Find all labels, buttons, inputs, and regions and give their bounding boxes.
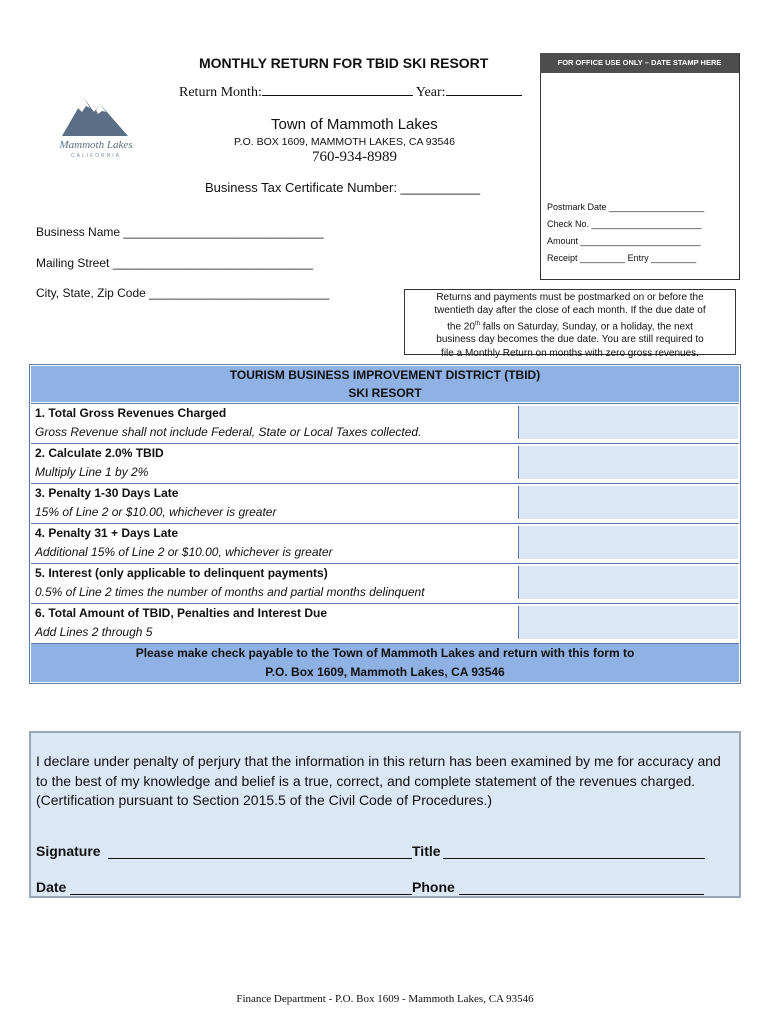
footer: Finance Department - P.O. Box 1609 - Mammoth Lakes, CA 93546: [236, 993, 534, 1005]
table-row: [31, 563, 739, 600]
row-label: 6. Total Amount of TBID, Penalties and Interest Due: [35, 606, 328, 620]
phone-field[interactable]: [459, 894, 704, 895]
return-month-line: [179, 82, 522, 101]
business-name-field[interactable]: Business Name ______________________________: [36, 225, 324, 239]
line-6-amount-field[interactable]: [518, 606, 738, 639]
office-use-header: FOR OFFICE USE ONLY – DATE STAMP HERE: [540, 53, 739, 73]
city-state-zip-field[interactable]: City, State, Zip Code ___________________________: [36, 286, 330, 300]
row-label: 2. Calculate 2.0% TBID: [35, 446, 164, 460]
title-field[interactable]: [443, 858, 705, 859]
notice-line: file a Monthly Return on months with zero gross revenues.: [441, 347, 699, 359]
row-label: 5. Interest (only applicable to delinquent payments): [35, 566, 328, 580]
logo-wordmark: Mammoth Lakes: [59, 139, 133, 151]
notice-line: business day becomes the due date. You are still required to: [436, 334, 704, 346]
row-description: Additional 15% of Line 2 or $10.00, whichever is greater: [35, 545, 333, 559]
year-field[interactable]: [446, 82, 522, 96]
row-description: 0.5% of Line 2 times the number of months and partial months delinquent: [35, 585, 425, 599]
check-number-field: Check No. ______________________: [547, 219, 702, 229]
title-label: Title: [412, 843, 441, 859]
table-row: [31, 443, 739, 480]
mailing-street-field[interactable]: Mailing Street ______________________________: [36, 256, 313, 270]
notice-line: the 20th falls on Saturday, Sunday, or a holiday, the next: [447, 320, 693, 332]
year-label: Year:: [415, 85, 446, 100]
line-1-amount-field[interactable]: [518, 406, 738, 439]
payment-instructions: [31, 643, 739, 682]
line-4-amount-field[interactable]: [518, 526, 738, 559]
payment-instructions-line: Please make check payable to the Town of Mammoth Lakes and return with this form to: [135, 646, 635, 660]
date-label: Date: [36, 879, 67, 895]
row-description: Gross Revenue shall not include Federal, State or Local Taxes collected.: [35, 425, 422, 439]
signature-label: Signature: [36, 843, 101, 859]
postmark-date-field: Postmark Date ___________________: [547, 202, 705, 212]
logo-subtitle: CALIFORNIA: [70, 153, 122, 159]
town-name: Town of Mammoth Lakes: [271, 116, 438, 133]
amount-field: Amount ________________________: [547, 236, 701, 246]
table-header-subtitle: SKI RESORT: [348, 386, 422, 400]
due-date-notice: [404, 289, 736, 359]
declaration-text: I declare under penalty of perjury that the information in this return has been examined by me for accuracy and to the best of my knowledge and belief is a true, correct, and complete statement of the revenues charged. (Certification pursuant to Section 2015.5 of the Civil Code of Procedures.): [36, 753, 721, 808]
notice-line: twentieth day after the close of each month. If the due date of: [434, 305, 706, 317]
table-row: [31, 483, 739, 520]
payment-address: P.O. Box 1609, Mammoth Lakes, CA 93546: [265, 665, 505, 679]
notice-line: Returns and payments must be postmarked on or before the: [436, 292, 704, 303]
return-month-label: Return Month:: [179, 85, 262, 100]
date-field[interactable]: [70, 894, 412, 895]
signature-field[interactable]: [108, 858, 412, 859]
business-tax-certificate-field[interactable]: Business Tax Certificate Number: ___________: [205, 180, 481, 195]
row-label: 1. Total Gross Revenues Charged: [35, 406, 227, 420]
line-3-amount-field[interactable]: [518, 486, 738, 519]
line-2-amount-field[interactable]: [518, 446, 738, 479]
row-label: 3. Penalty 1-30 Days Late: [35, 486, 179, 500]
row-description: Add Lines 2 through 5: [35, 625, 153, 639]
return-month-field[interactable]: [262, 82, 413, 96]
phone-number: 760-934-8989: [312, 149, 397, 165]
row-description: Multiply Line 1 by 2%: [35, 465, 149, 479]
table-row: [31, 603, 739, 640]
table-row: [31, 523, 739, 560]
table-row: [31, 403, 739, 440]
table-header-title: TOURISM BUSINESS IMPROVEMENT DISTRICT (TBID): [229, 368, 541, 382]
receipt-entry-field: Receipt _________ Entry _________: [547, 253, 697, 263]
row-label: 4. Penalty 31 + Days Late: [35, 526, 179, 540]
table-header: [31, 366, 739, 402]
mammoth-lakes-logo: [40, 90, 152, 162]
address: P.O. BOX 1609, MAMMOTH LAKES, CA 93546: [234, 136, 455, 148]
form-title: MONTHLY RETURN FOR TBID SKI RESORT: [199, 55, 489, 71]
phone-label: Phone: [412, 879, 455, 895]
row-description: 15% of Line 2 or $10.00, whichever is greater: [35, 505, 277, 519]
line-5-amount-field[interactable]: [518, 566, 738, 599]
